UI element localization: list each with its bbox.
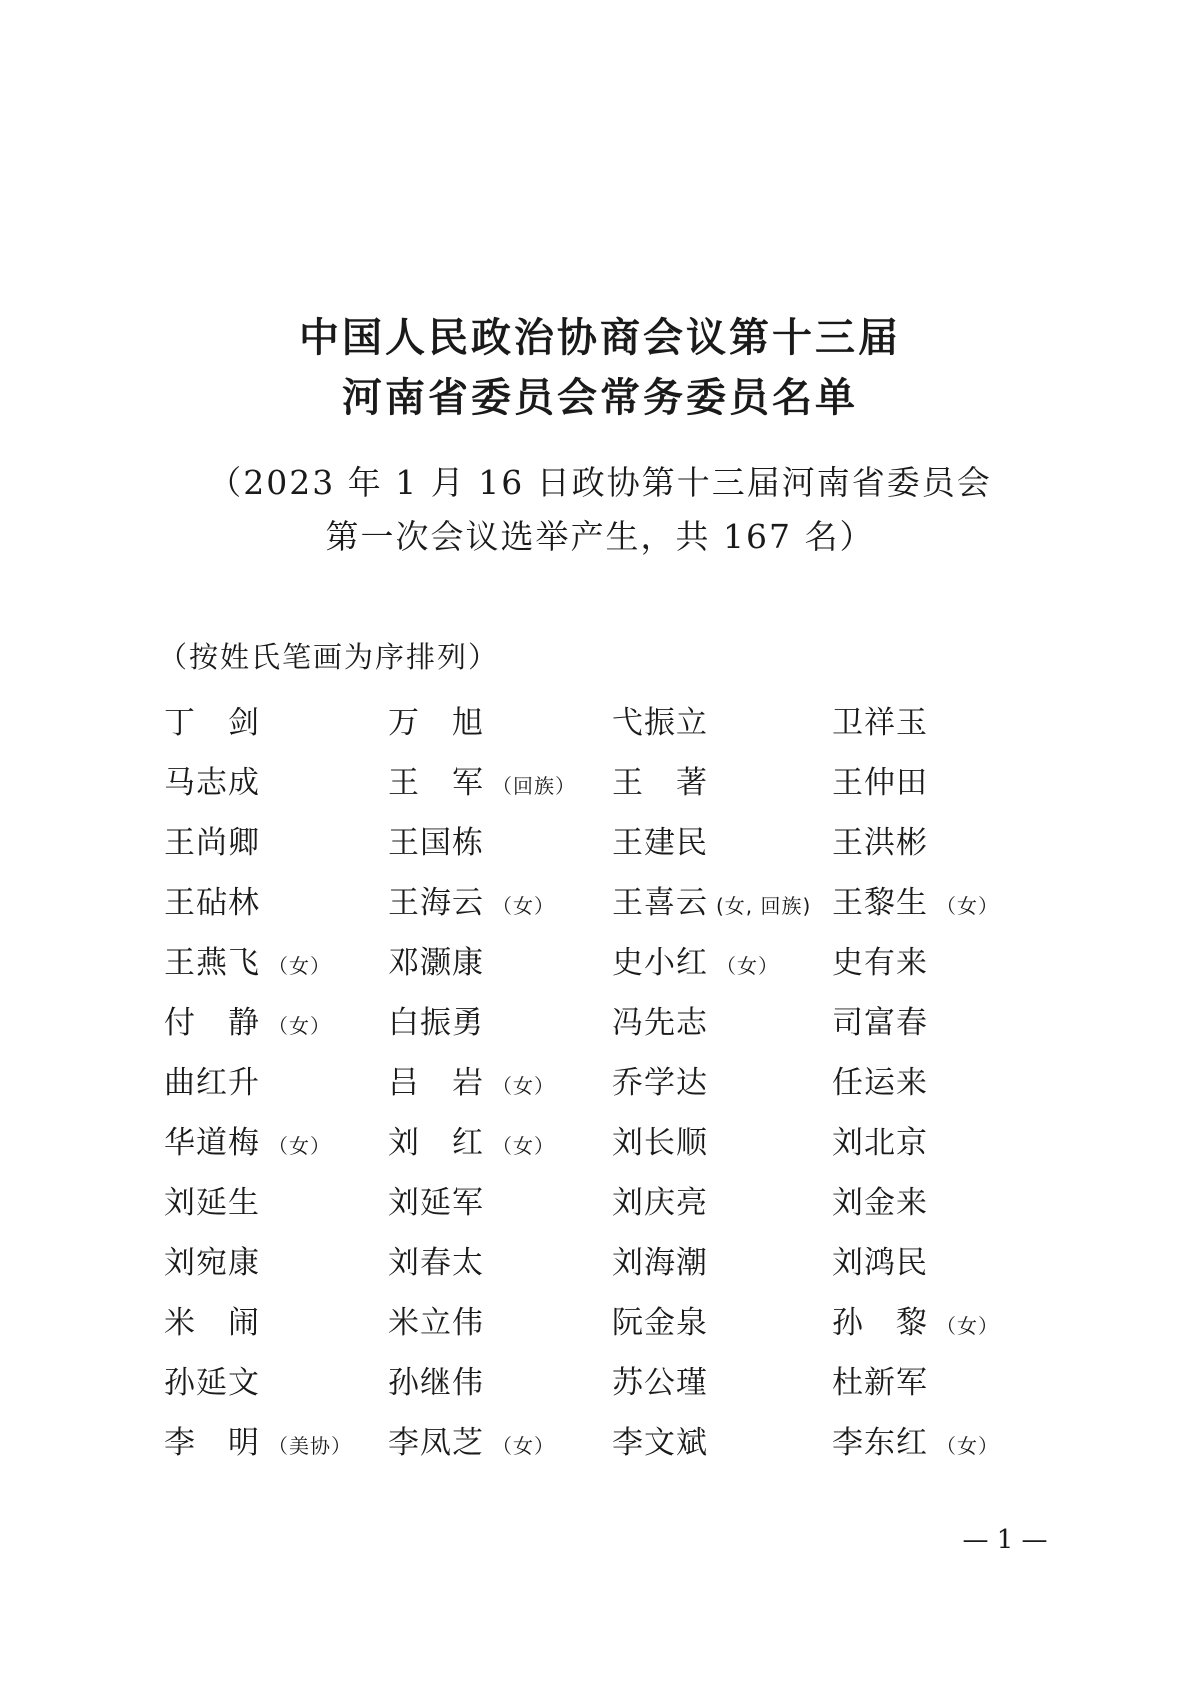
member-name: 刘春太 [388, 1245, 484, 1281]
member-name: 王国栋 [388, 825, 484, 861]
member-name: 卫祥玉 [832, 705, 928, 741]
member-entry [832, 945, 928, 981]
member-entry [388, 825, 484, 861]
member-entry [164, 1005, 331, 1041]
member-name: 王建民 [612, 825, 708, 861]
member-name: 丁 剑 [164, 705, 260, 741]
member-entry [388, 1125, 555, 1161]
member-name: 刘长顺 [612, 1125, 708, 1161]
member-name: 苏公瑾 [612, 1365, 708, 1401]
member-name: 王尚卿 [164, 825, 260, 861]
member-entry [832, 1365, 928, 1401]
member-name: 弋振立 [612, 705, 708, 741]
member-name: 任运来 [832, 1065, 928, 1101]
member-entry [832, 825, 928, 861]
member-name: 白振勇 [388, 1005, 484, 1041]
member-entry [612, 705, 708, 741]
member-name: 王洪彬 [832, 825, 928, 861]
member-name: 刘宛康 [164, 1245, 260, 1281]
member-name: 王 军 [388, 765, 484, 801]
member-entry [612, 825, 708, 861]
member-entry [612, 1185, 708, 1221]
member-entry [832, 1185, 928, 1221]
member-entry [612, 1125, 708, 1161]
member-name: 刘金来 [832, 1185, 928, 1221]
member-name: 王喜云 [612, 885, 708, 921]
member-note: (女, 回族) [716, 894, 812, 918]
member-entry [164, 825, 260, 861]
member-name: 司富春 [832, 1005, 928, 1041]
member-note: （女） [492, 1134, 555, 1158]
member-entry [612, 1065, 708, 1101]
member-entry [164, 885, 260, 921]
document-title-line-1: 中国人民政治协商会议第十三届 [299, 315, 901, 361]
member-name: 王海云 [388, 885, 484, 921]
member-name: 孙延文 [164, 1365, 260, 1401]
member-name: 孙 黎 [832, 1305, 928, 1341]
member-entry [612, 885, 812, 921]
member-name: 王仲田 [832, 765, 928, 801]
member-note: （女） [492, 1434, 555, 1458]
member-name: 吕 岩 [388, 1065, 484, 1101]
member-name: 米立伟 [388, 1305, 484, 1341]
member-note: （美协） [268, 1434, 352, 1458]
member-entry [388, 1305, 484, 1341]
member-name: 刘 红 [388, 1125, 484, 1161]
member-entry [832, 1005, 928, 1041]
member-entry [388, 1425, 555, 1461]
member-entry [388, 765, 576, 801]
member-note: （女） [492, 1074, 555, 1098]
member-entry [612, 765, 708, 801]
member-entry [388, 1365, 484, 1401]
member-name: 刘北京 [832, 1125, 928, 1161]
member-entry [164, 1065, 260, 1101]
member-name: 邓灏康 [388, 945, 484, 981]
member-entry [388, 1065, 555, 1101]
member-note: （回族） [492, 774, 576, 798]
member-name: 曲红升 [164, 1065, 260, 1101]
member-entry [832, 1425, 999, 1461]
member-entry [388, 705, 484, 741]
member-entry [388, 945, 484, 981]
member-name: 刘延生 [164, 1185, 260, 1221]
member-name: 李凤芝 [388, 1425, 484, 1461]
member-name: 马志成 [164, 765, 260, 801]
member-entry [164, 765, 260, 801]
member-name: 王砧林 [164, 885, 260, 921]
member-entry [388, 1245, 484, 1281]
member-entry [832, 1125, 928, 1161]
member-entry [388, 1005, 484, 1041]
member-name: 史有来 [832, 945, 928, 981]
member-name: 华道梅 [164, 1125, 260, 1161]
member-note: （女） [492, 894, 555, 918]
member-entry [164, 1125, 331, 1161]
member-name: 刘海潮 [612, 1245, 708, 1281]
member-entry [612, 1425, 708, 1461]
member-entry [164, 945, 331, 981]
member-note: （女） [936, 1314, 999, 1338]
member-name: 李 明 [164, 1425, 260, 1461]
member-entry [832, 705, 928, 741]
document-title-line-2: 河南省委员会常务委员名单 [342, 375, 858, 421]
member-name: 冯先志 [612, 1005, 708, 1041]
member-entry [832, 765, 928, 801]
member-entry [388, 885, 555, 921]
member-name: 王燕飞 [164, 945, 260, 981]
member-note: （女） [268, 1134, 331, 1158]
member-entry [832, 1065, 928, 1101]
member-entry [832, 1245, 928, 1281]
member-entry [832, 885, 999, 921]
member-entry [164, 1245, 260, 1281]
member-name: 孙继伟 [388, 1365, 484, 1401]
member-entry [612, 1245, 708, 1281]
page-number: — 1 — [962, 1525, 1048, 1555]
member-note: （女） [268, 1014, 331, 1038]
member-note: （女） [716, 954, 779, 978]
member-entry [388, 1185, 484, 1221]
member-note: （女） [936, 894, 999, 918]
member-name: 刘鸿民 [832, 1245, 928, 1281]
member-entry [612, 1005, 708, 1041]
member-entry [164, 1365, 260, 1401]
member-name: 付 静 [164, 1005, 260, 1041]
member-entry [164, 1185, 260, 1221]
document-subtitle-line-2: 第一次会议选举产生，共 167 名） [325, 517, 875, 556]
member-entry [164, 705, 260, 741]
document-subtitle-line-1: （2023 年 1 月 16 日政协第十三届河南省委员会 [208, 463, 992, 502]
member-name: 李东红 [832, 1425, 928, 1461]
member-note: （女） [936, 1434, 999, 1458]
member-name: 史小红 [612, 945, 708, 981]
member-entry [612, 1365, 708, 1401]
member-name: 刘延军 [388, 1185, 484, 1221]
member-name: 王黎生 [832, 885, 928, 921]
member-name: 刘庆亮 [612, 1185, 708, 1221]
member-name: 王 著 [612, 765, 708, 801]
member-entry [832, 1305, 999, 1341]
member-note: （女） [268, 954, 331, 978]
member-name: 米 闹 [164, 1305, 260, 1341]
member-name: 阮金泉 [612, 1305, 708, 1341]
member-entry [612, 945, 779, 981]
member-entry [164, 1425, 352, 1461]
member-name: 李文斌 [612, 1425, 708, 1461]
member-name: 万 旭 [388, 705, 484, 741]
member-name: 杜新军 [832, 1365, 928, 1401]
member-entry [612, 1305, 708, 1341]
member-entry [164, 1305, 260, 1341]
member-name: 乔学达 [612, 1065, 708, 1101]
ordering-note: （按姓氏笔画为序排列） [158, 640, 500, 674]
